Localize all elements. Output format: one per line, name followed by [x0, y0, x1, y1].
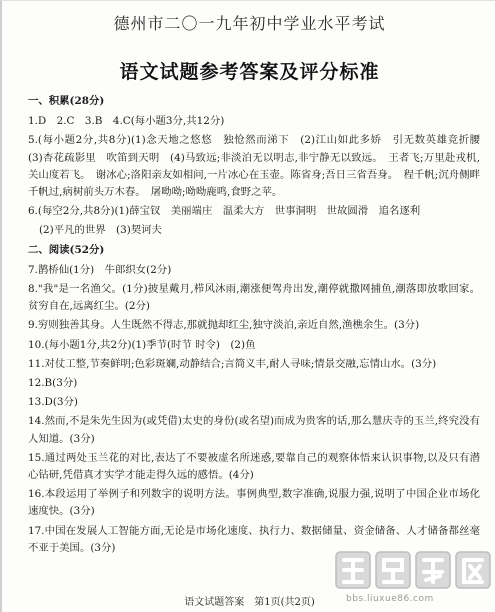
answer-item: 9.穷则独善其身。人生既然不得志,那就抛却红尘,独守淡泊,亲近自然,渔樵余生。(3分)	[28, 319, 420, 332]
exam-header: 德州市二〇一九年初中学业水平考试	[113, 14, 386, 33]
watermark	[332, 546, 494, 608]
section-heading: 一、积累(28分)	[28, 95, 105, 107]
answer-item: 11.对仗工整,节奏鲜明;色彩斑斓,动静结合;言简义丰,耐人寻味;情景交融,忘情山水。(3分)	[28, 357, 437, 370]
answer-item: 1.D 2.C 3.B 4.C(每小题3分,共12分)	[28, 115, 225, 128]
answer-item: 14.然而,不是朱先生因为(或凭借)太史的身份(或名望)而成为贵客的话,那么慧庆寺的玉兰,终究没有人知道。(3分)	[28, 415, 480, 445]
answer-item: 7.鹊桥仙(1分) 牛郎织女(2分)	[28, 263, 172, 276]
answer-item: 6.(每空2分,共8分)(1)薛宝钗 美丽端庄 温柔大方 世事洞明 世故圆滑 追名逐利	[28, 205, 421, 218]
answer-content	[28, 93, 491, 559]
answer-item: 5.(每小题2分,共8分)(1)念天地之悠悠 独怆然而涕下 (2)江山如此多娇 引无数英雄竞折腰 (3)杏花疏影里 吹笛到天明 (4)马致远;非淡泊无以明志,非宁静无以致远。 王者飞;万里赴戎机,关山度若飞。 谢冰心;洛阳亲友如相问,一片冰心在玉壶。陈省身;吾日三省吾身。 程千帆;沉舟侧畔千帆过,病树前头万木春。 屠呦呦;呦呦鹿鸣,食野之苹。	[28, 134, 491, 199]
page-footer: 语文试题答案 第1页(共2页)	[184, 597, 315, 608]
document-title: 语文试题参考答案及评分标准	[119, 61, 380, 83]
answer-item: 17.中国在发展人工智能方面,无论是市场化速度、执行力、数据储量、资金储备、人才储备都丝毫不亚于美国。(3分)	[28, 524, 480, 554]
answer-item: 16.本段运用了举例子和列数字的说明方法。事例典型,数字准确,说服力强,说明了中国企业市场化速度快。(3分)	[28, 488, 480, 518]
answer-item: 13.D(3分)	[28, 396, 78, 409]
answer-item: 15.通过两处玉兰花的对比,表达了不要被虚名所迷惑,要靠自己的观察体悟来认识事物,以及只有潜心钻研,凭借真才实学才能走得久远的感悟。(4分)	[28, 451, 480, 482]
answer-item: 12.B(3分)	[28, 377, 78, 390]
answer-item: 8."我"是一名渔父。(1分)披星戴月,栉风沐雨,潮涨便驾舟出发,潮停就撒网捕鱼,潮落即放歌回家。贫穷自在,远离红尘。(2分)	[28, 283, 480, 313]
answer-item: 10.(每小题1分,共2分)(1)季节(时节 时令) (2)鱼	[28, 338, 256, 351]
watermark-logo-icon	[332, 546, 494, 594]
section-heading: 二、阅读(52分)	[28, 243, 105, 256]
watermark-url: bbs.liuxue86.com	[346, 594, 434, 604]
answer-item: (2)平凡的世界 (3)契诃夫	[39, 224, 162, 237]
